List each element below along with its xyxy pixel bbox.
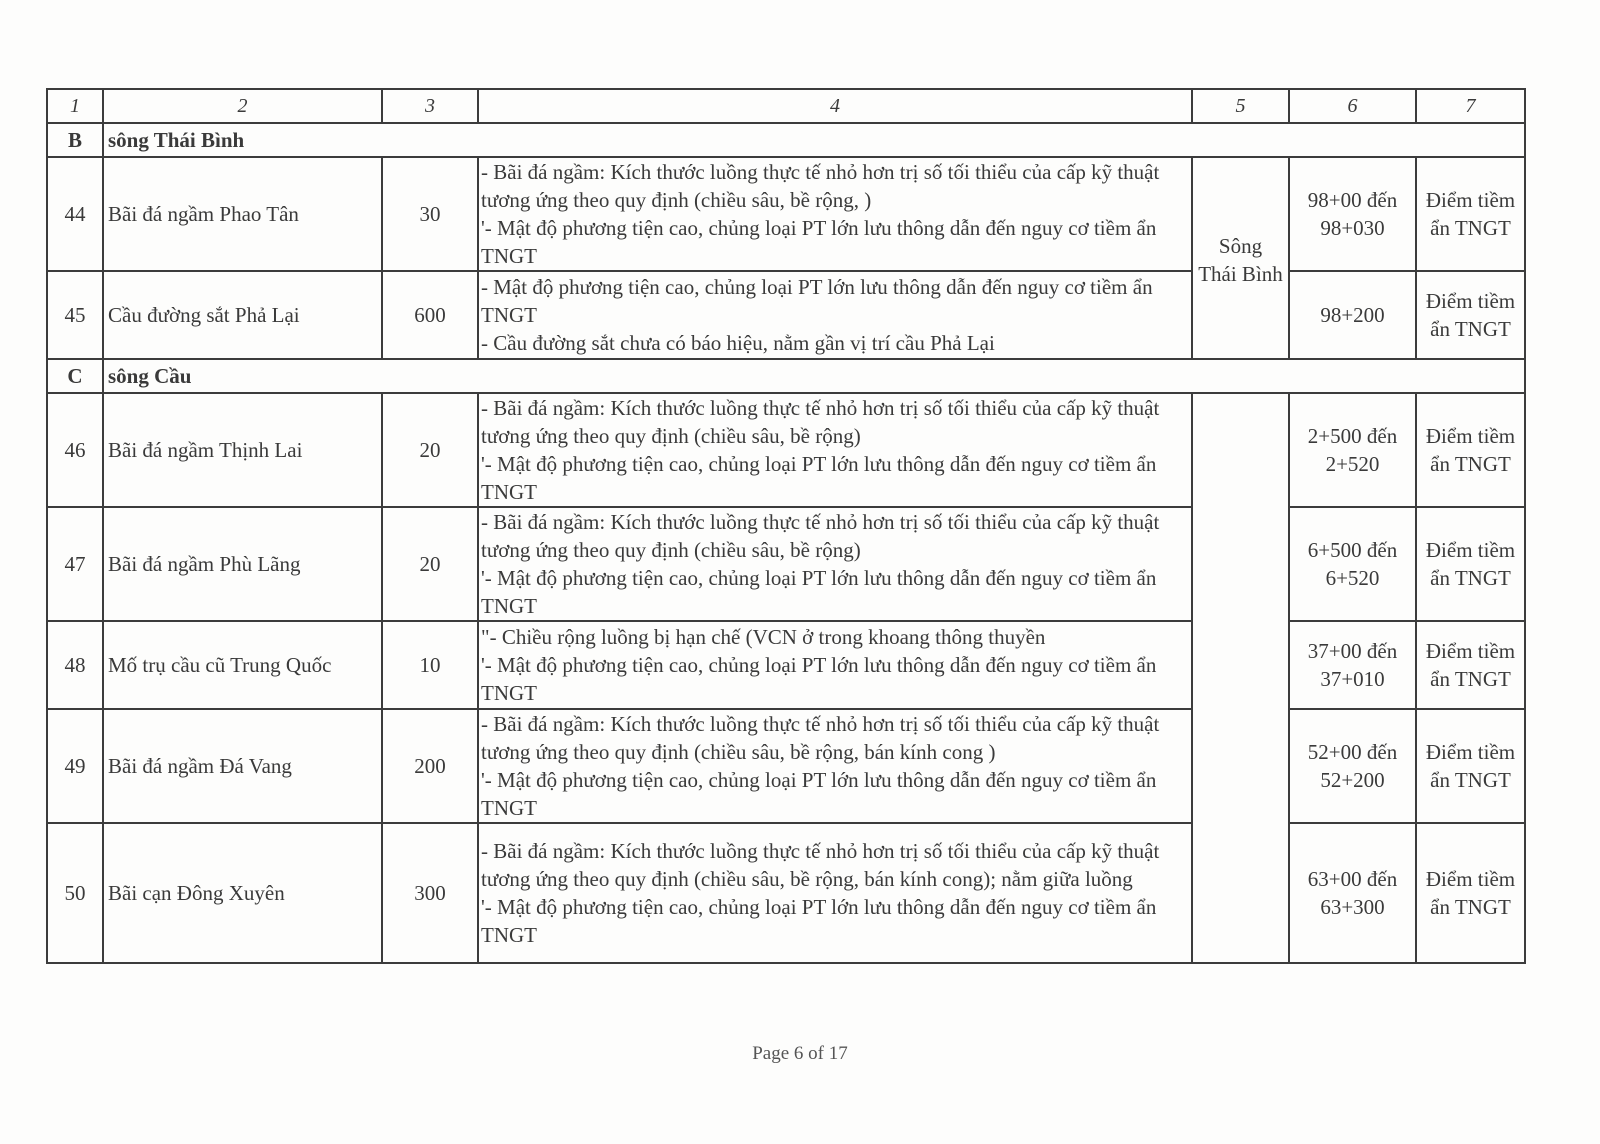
header-cell: 1 [47,89,103,123]
hazard-type: Điểm tiềm ẩn TNGT [1416,271,1525,359]
km-range: 6+500 đến 6+520 [1289,507,1416,621]
table-row [47,393,1525,507]
table-row [47,271,1525,359]
length-value: 20 [382,507,478,621]
row-number: 48 [47,621,103,709]
km-range: 63+00 đến 63+300 [1289,823,1416,963]
hazard-description: - Bãi đá ngầm: Kích thước luồng thực tế nhỏ hơn trị số tối thiểu của cấp kỹ thuật tương ứng theo quy định (chiều sâu, bề rộng, bán kính cong ) '- Mật độ phương tiện cao, chủng loại PT lớn lưu thông dẫn đến nguy cơ tiềm ẩn TNGT [478,709,1192,823]
section-title: sông Cầu [103,359,1525,393]
location-name: Bãi đá ngầm Thịnh Lai [103,393,382,507]
hazard-type: Điểm tiềm ẩn TNGT [1416,823,1525,963]
length-value: 20 [382,393,478,507]
header-cell: 5 [1192,89,1289,123]
row-number: 44 [47,157,103,271]
location-name: Mố trụ cầu cũ Trung Quốc [103,621,382,709]
km-range: 2+500 đến 2+520 [1289,393,1416,507]
page-number: Page 6 of 17 [752,1043,848,1064]
location-name: Bãi đá ngầm Phao Tân [103,157,382,271]
location-name: Bãi đá ngầm Phù Lãng [103,507,382,621]
hazard-description: "- Chiều rộng luồng bị hạn chế (VCN ở trong khoang thông thuyền '- Mật độ phương tiện cao, chủng loại PT lớn lưu thông dẫn đến nguy cơ tiềm ẩn TNGT [478,621,1192,709]
location-name: Cầu đường sắt Phả Lại [103,271,382,359]
location-name: Bãi đá ngầm Đá Vang [103,709,382,823]
length-value: 600 [382,271,478,359]
length-value: 30 [382,157,478,271]
header-cell: 2 [103,89,382,123]
hazard-type: Điểm tiềm ẩn TNGT [1416,709,1525,823]
hazard-points-table [46,88,1526,964]
hazard-description: - Bãi đá ngầm: Kích thước luồng thực tế nhỏ hơn trị số tối thiểu của cấp kỹ thuật tương ứng theo quy định (chiều sâu, bề rộng) '- Mật độ phương tiện cao, chủng loại PT lớn lưu thông dẫn đến nguy cơ tiềm ẩn TNGT [478,507,1192,621]
length-value: 10 [382,621,478,709]
hazard-description: - Bãi đá ngầm: Kích thước luồng thực tế nhỏ hơn trị số tối thiểu của cấp kỹ thuật tương ứng theo quy định (chiều sâu, bề rộng, ) '- Mật độ phương tiện cao, chủng loại PT lớn lưu thông dẫn đến nguy cơ tiềm ẩn TNGT [478,157,1192,271]
hazard-description: - Bãi đá ngầm: Kích thước luồng thực tế nhỏ hơn trị số tối thiểu của cấp kỹ thuật tương ứng theo quy định (chiều sâu, bề rộng) '- Mật độ phương tiện cao, chủng loại PT lớn lưu thông dẫn đến nguy cơ tiềm ẩn TNGT [478,393,1192,507]
km-range: 52+00 đến 52+200 [1289,709,1416,823]
row-number: 47 [47,507,103,621]
river-name: Sông Thái Bình [1192,157,1289,359]
hazard-type: Điểm tiềm ẩn TNGT [1416,393,1525,507]
table-row [47,621,1525,709]
header-cell: 4 [478,89,1192,123]
section-row [47,359,1525,393]
length-value: 300 [382,823,478,963]
header-cell: 6 [1289,89,1416,123]
table-row [47,157,1525,271]
hazard-description: - Mật độ phương tiện cao, chủng loại PT lớn lưu thông dẫn đến nguy cơ tiềm ẩn TNGT - Cầu đường sắt chưa có báo hiệu, nằm gần vị trí cầu Phả Lại [478,271,1192,359]
river-name [1192,393,1289,963]
row-number: 45 [47,271,103,359]
table-row [47,507,1525,621]
section-id: B [47,123,103,157]
row-number: 46 [47,393,103,507]
length-value: 200 [382,709,478,823]
km-range: 37+00 đến 37+010 [1289,621,1416,709]
table-row [47,709,1525,823]
header-cell: 7 [1416,89,1525,123]
header-cell: 3 [382,89,478,123]
location-name: Bãi cạn Đông Xuyên [103,823,382,963]
hazard-type: Điểm tiềm ẩn TNGT [1416,621,1525,709]
table-body [47,89,1525,963]
row-number: 49 [47,709,103,823]
column-number-header-row [47,89,1525,123]
row-number: 50 [47,823,103,963]
km-range: 98+200 [1289,271,1416,359]
section-title: sông Thái Bình [103,123,1525,157]
hazard-type: Điểm tiềm ẩn TNGT [1416,507,1525,621]
hazard-type: Điểm tiềm ẩn TNGT [1416,157,1525,271]
table-row [47,823,1525,963]
section-id: C [47,359,103,393]
section-row [47,123,1525,157]
km-range: 98+00 đến 98+030 [1289,157,1416,271]
hazard-description: - Bãi đá ngầm: Kích thước luồng thực tế nhỏ hơn trị số tối thiểu của cấp kỹ thuật tương ứng theo quy định (chiều sâu, bề rộng, bán kính cong); nằm giữa luồng '- Mật độ phương tiện cao, chủng loại PT lớn lưu thông dẫn đến nguy cơ tiềm ẩn TNGT [478,823,1192,963]
